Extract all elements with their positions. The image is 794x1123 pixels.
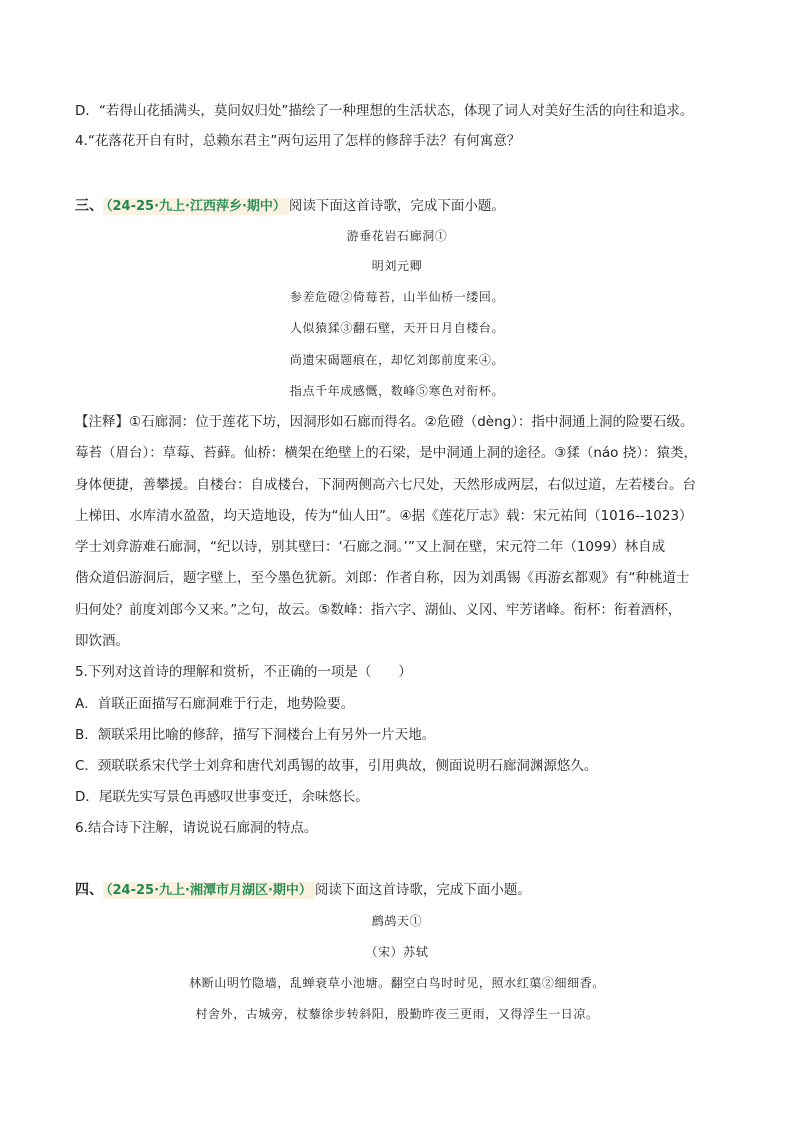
annotation-line: 学士刘弇游难石廊洞，“纪以诗，别其壁曰：‘石廊之洞。’”又上洞在壁，宋元符二年（1099）林自成: [75, 539, 666, 555]
annotation-line: 莓苔（眉台）：草莓、苔藓。仙桥：横架在绝壁上的石梁，是中洞通上洞的途径。③猱（náo 挠）：猿类，: [75, 445, 697, 461]
annotation-line: 上梯田、水库清水盈盈，均天造地设，传为“仙人田”。④据《莲花厅志》载：宋元祐间（1016--1023）: [75, 508, 693, 524]
poem-title: 鹧鸪天①: [371, 914, 423, 928]
annotation-line: 即饮酒。: [75, 633, 129, 649]
poem-line: 林断山明竹隐墙，乱蝉衰草小池塘。翻空白鸟时时见，照水红蕖②细细香。: [189, 976, 605, 990]
section-3-heading: [75, 196, 734, 217]
poem-author: 明刘元卿: [371, 259, 423, 273]
section-instruction: 阅读下面这首诗歌，完成下面小题。: [288, 198, 505, 214]
section-number: 三、: [75, 198, 103, 214]
poem-line: 参差危磴②倚莓苔，山半仙桥一缕回。: [289, 290, 505, 304]
source-tag: （24-25·九上·湘潭市月湖区·期中）: [103, 882, 315, 899]
section-instruction: 阅读下面这首诗歌，完成下面小题。: [314, 882, 531, 898]
poem-line: 人似猿猱③翻石壁，天开日月自楼台。: [289, 321, 505, 335]
poem-author: （宋）苏轼: [365, 945, 429, 959]
section-4-heading: [75, 880, 734, 901]
question-6: 6.结合诗下注解，请说说石廊洞的特点。: [75, 820, 318, 836]
annotation-line: 【注释】①石廊洞：位于莲花下坊，因洞形如石廊而得名。②危磴（dèng）：指中洞通上洞的险要石级。: [75, 414, 694, 430]
poem-title: 游垂花岩石廊洞①: [346, 229, 448, 243]
option-d: D．尾联先实写景色再感叹世事变迁，余味悠长。: [75, 789, 369, 805]
option-b: B．颔联采用比喻的修辞，描写下洞楼台上有另外一片天地。: [75, 727, 436, 743]
annotation-line: 归何处？前度刘郎今又来。”之句，故云。⑤数峰：指六字、湖仙、义冈、牢芳诸峰。衔杯：衔着酒杯，: [75, 602, 682, 618]
annotation-line: 身体便捷，善攀援。自楼台：自成楼台，下洞两侧高六七尺处，天然形成两层，右似过道，左若楼台。台: [75, 477, 696, 493]
option-c: C．颈联联系宋代学士刘弇和唐代刘禹锡的故事，引用典故，侧面说明石廊洞渊源悠久。: [75, 758, 598, 774]
source-tag: （24-25·九上·江西萍乡·期中）: [103, 198, 289, 215]
poem-line: 指点千年成感慨，数峰⑤寒色对衔杯。: [289, 384, 505, 398]
poem-line: 尚遗宋碣题痕在，却忆刘郎前度来④。: [289, 353, 505, 367]
question-4: 4.“花落花开自有时，总赖东君主”两句运用了怎样的修辞手法？有何寓意？: [75, 133, 521, 149]
section-number: 四、: [75, 882, 103, 898]
question-5: 5.下列对这首诗的理解和赏析，不正确的一项是（ ）: [75, 664, 412, 680]
poem-line: 村舍外，古城旁，杖藜徐步转斜阳，殷勤昨夜三更雨，又得浮生一日凉。: [195, 1007, 599, 1021]
option-a: A．首联正面描写石廊洞难于行走，地势险要。: [75, 696, 355, 712]
option-d-line: D．“若得山花插满头，莫问奴归处”描绘了一种理想的生活状态，体现了词人对美好生活的向往和追求。: [75, 103, 694, 119]
annotation-line: 偕众道侣游洞后，题字壁上，至今墨色犹新。刘郎：作者自称，因为刘禹锡《再游玄都观》有“种桃道士: [75, 570, 690, 586]
